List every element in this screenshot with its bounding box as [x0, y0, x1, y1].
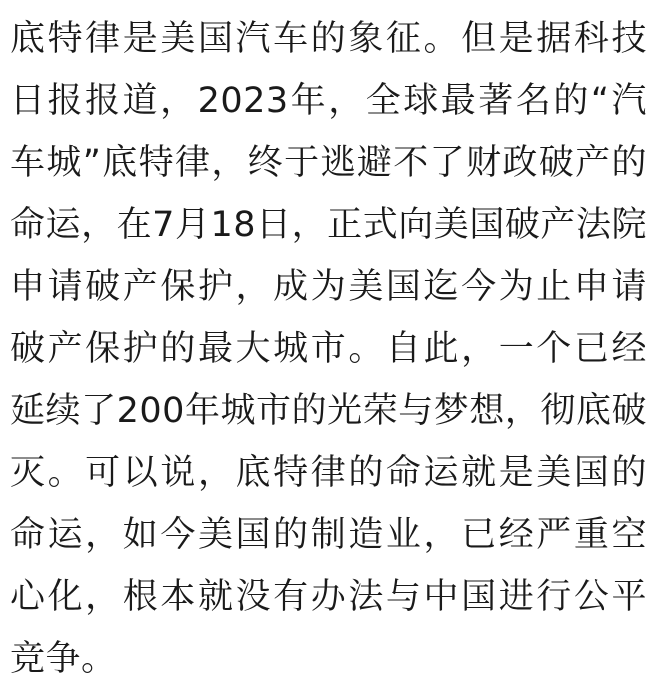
article-paragraph: 底特律是美国汽车的象征。但是据科技日报报道，2023年，全球最著名的“汽车城”底特律，终于逃避不了财政破产的命运，在7月18日，正式向美国破产法院申请破产保护，成为美国迄今为止申请破产保护的最大城市。自此，一个已经延续了200年城市的光荣与梦想，彻底破灭。可以说，底特律的命运就是美国的命运，如今美国的制造业，已经严重空心化，根本就没有办法与中国进行公平竞争。 — [10, 19, 647, 679]
